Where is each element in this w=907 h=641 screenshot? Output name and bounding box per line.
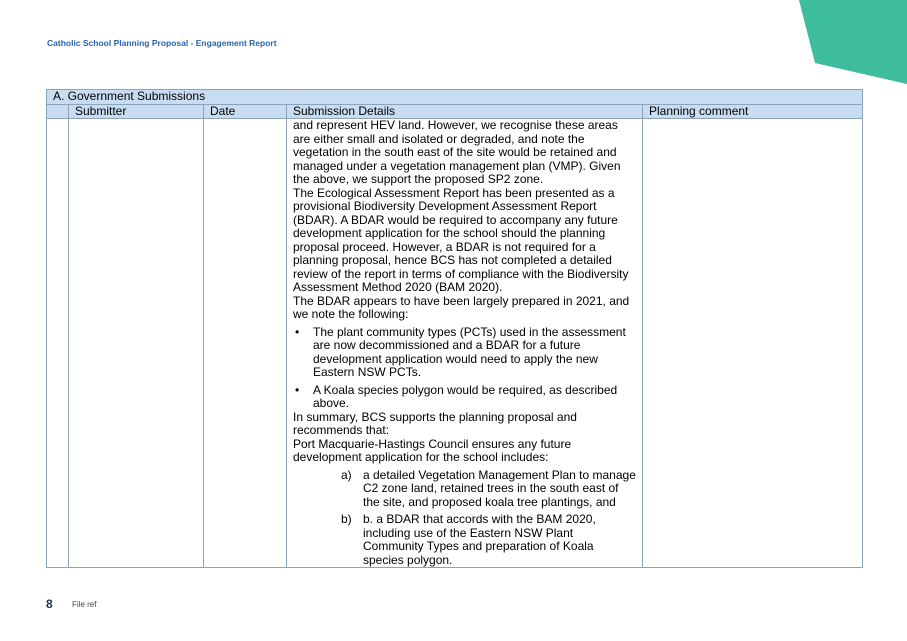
bullet-text: A Koala species polygon would be required, as described above. [313,382,618,410]
details-paragraph-3: The BDAR appears to have been largely prepared in 2021, and we note the following: [293,293,630,321]
list-item [293,384,636,411]
bullet-text: The plant community types (PCTs) used in the assessment are now decommissioned and a BDAR for a future development application would need to apply the new Eastern NSW PCTs. [313,324,626,379]
section-header-row [47,90,863,105]
details-paragraph-4: In summary, BCS supports the planning proposal and recommends that: [293,409,577,437]
column-header-planning-comment: Planning comment [643,104,863,119]
recommendation-list [293,469,636,568]
date-cell [204,119,287,568]
file-reference: File ref [72,600,97,609]
table-row [47,119,863,568]
list-marker: b) [341,512,352,526]
list-text: a detailed Vegetation Management Plan to manage C2 zone land, retained trees in the south east of the site, and proposed koala tree plantings, and [363,467,636,509]
details-paragraph-2: The Ecological Assessment Report has been presented as a provisional Biodiversity Development Assessment Report (BDAR). A BDAR would be required to accompany any future development application for the school should the planning proposal proceed. However, a BDAR is not required for a planning proposal, hence BCS has not completed a detailed review of the report in terms of compliance with the Biodiversity Assessment Method 2020 (BAM 2020). [293,185,629,294]
list-item [293,326,636,380]
planning-comment-cell [643,119,863,568]
column-header-date: Date [204,104,287,119]
list-marker: a) [341,467,352,482]
bullet-marker: • [295,324,300,339]
list-item [293,469,636,510]
submission-details-cell [287,119,643,568]
bullet-marker: • [295,382,300,397]
column-header-submission-details: Submission Details [287,104,643,119]
section-heading: A. Government Submissions [47,90,863,105]
submitter-cell [69,119,204,568]
document-title: Catholic School Planning Proposal - Engagement Report [47,38,277,48]
details-paragraph-1: and represent HEV land. However, we recognise these areas are either small and isolated or degraded, and note the vegetation in the south east of the site would be retained and managed under a vegetation management plan (VMP). Given the above, we support the proposed SP2 zone. [293,118,621,186]
blank-header-cell [47,104,69,119]
list-item [293,513,636,567]
column-header-submitter: Submitter [69,104,204,119]
submissions-table [46,89,863,568]
details-paragraph-5: Port Macquarie-Hastings Council ensures any future development application for the school includes: [293,436,572,464]
page-number: 8 [46,597,53,611]
index-cell [47,119,69,568]
column-header-row [47,104,863,119]
details-bullet-list [293,326,636,411]
list-text: b. a BDAR that accords with the BAM 2020, including use of the Eastern NSW Plant Community Types and preparation of Koala species polygon. [363,512,596,567]
